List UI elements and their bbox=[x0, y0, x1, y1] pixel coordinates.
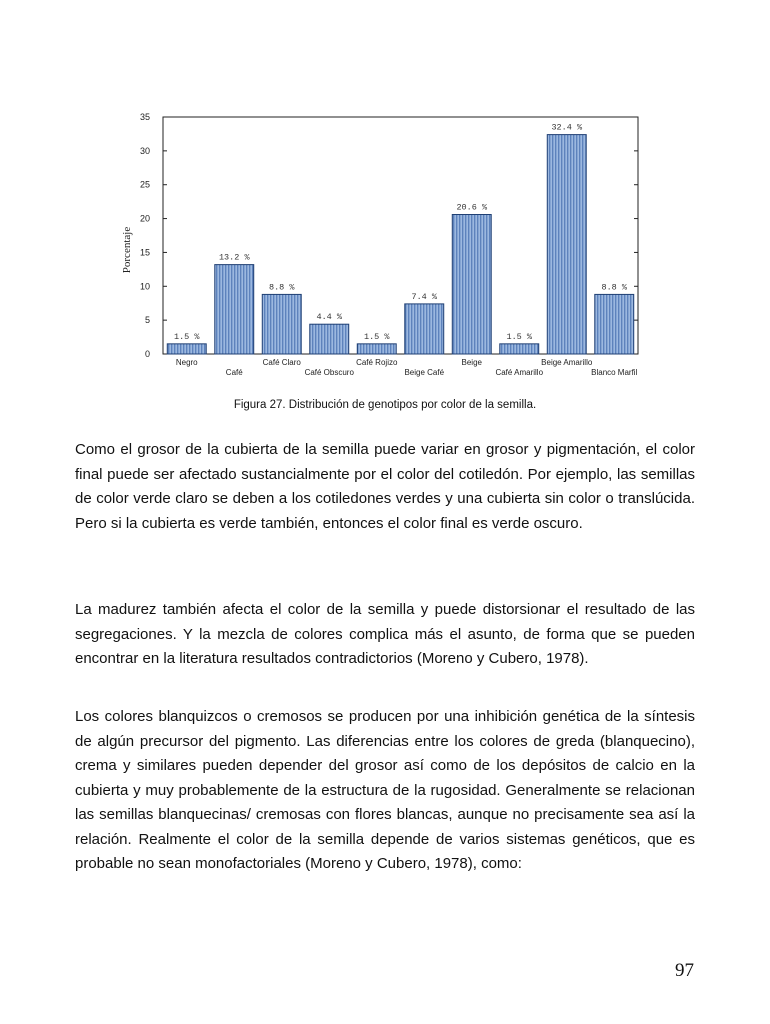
y-tick-label: 15 bbox=[139, 247, 150, 258]
bar bbox=[547, 135, 586, 354]
bars bbox=[167, 135, 633, 354]
bar bbox=[262, 294, 301, 354]
bar bbox=[215, 265, 254, 354]
y-tick-label: 20 bbox=[139, 213, 150, 224]
x-category-label: Negro bbox=[175, 358, 198, 367]
x-category-label: Café Obscuro bbox=[304, 368, 354, 377]
bar-value-label: 7.4 % bbox=[411, 291, 438, 302]
bar-value-label: 8.8 % bbox=[601, 282, 628, 293]
page-number: 97 bbox=[675, 960, 694, 981]
bar-value-label: 20.6 % bbox=[456, 202, 488, 213]
x-category-label: Beige bbox=[461, 358, 482, 367]
bar-value-label: 13.2 % bbox=[218, 252, 250, 263]
y-axis-title: Porcentaje bbox=[121, 226, 133, 274]
x-category-label: Blanco Marfil bbox=[591, 368, 638, 377]
y-tick-label: 5 bbox=[144, 315, 150, 326]
bar bbox=[405, 304, 444, 354]
bar bbox=[310, 324, 349, 354]
bar-chart bbox=[0, 0, 770, 400]
x-category-label: Café Rojizo bbox=[356, 358, 398, 367]
bar bbox=[595, 294, 634, 354]
y-tick-label: 35 bbox=[139, 112, 150, 122]
bar bbox=[357, 344, 396, 354]
paragraph-1: Como el grosor de la cubierta de la semilla puede variar en grosor y pigmentación, el color final puede ser afectado sustancialmente por el color del cotiledón. Por ejemplo, las semillas de color verde claro se deben a los cotiledones verdes y una cubierta sin color o translúcida. Pero si la cubierta es verde también, entonces el color final es verde oscuro. bbox=[75, 441, 695, 532]
x-category-label: Café bbox=[225, 368, 243, 377]
y-tick-label: 10 bbox=[139, 281, 150, 292]
bar-value-label: 1.5 % bbox=[173, 331, 200, 342]
bar-value-label: 4.4 % bbox=[316, 312, 343, 323]
paragraph-2: La madurez también afecta el color de la semilla y puede distorsionar el resultado de las segregaciones. Y la mezcla de colores complica más el asunto, de forma que se pueden encontrar en la literatura resultados contradictorios (Moreno y Cubero, 1978). bbox=[75, 601, 695, 667]
bar-value-label: 1.5 % bbox=[363, 331, 390, 342]
figure-caption: Figura 27. Distribución de genotipos por color de la semilla. bbox=[233, 399, 537, 411]
y-tick-label: 0 bbox=[144, 349, 150, 359]
bar bbox=[452, 215, 491, 354]
x-category-label: Café Claro bbox=[262, 358, 301, 367]
bar bbox=[500, 344, 539, 354]
bar-value-label: 1.5 % bbox=[506, 331, 533, 342]
bar-value-label: 8.8 % bbox=[268, 282, 295, 293]
bar bbox=[167, 344, 206, 354]
x-category-label: Beige Amarillo bbox=[541, 358, 593, 367]
y-tick-label: 30 bbox=[139, 145, 150, 156]
x-axis-categories bbox=[176, 358, 638, 377]
x-category-label: Café Amarillo bbox=[495, 368, 544, 377]
bar-value-label: 32.4 % bbox=[551, 122, 583, 133]
paragraph-3: Los colores blanquizcos o cremosos se producen por una inhibición genética de la síntesis de algún precursor del pigmento. Las diferencias entre los colores de greda (blanquecino), crema y similares pueden depender del grosor así como de los depósitos de calcio en la cubierta y muy probablemente de la estructura de la rugosidad. Generalmente se relacionan las semillas blanquecinas/ cremosas con flores blancas, aunque no precisamente sea así la relación. Realmente el color de la semilla depende de varios sistemas genéticos, que es probable no sean monofactoriales (Moreno y Cubero, 1978), como: bbox=[75, 708, 695, 872]
x-category-label: Beige Café bbox=[404, 368, 445, 377]
y-tick-label: 25 bbox=[139, 179, 150, 190]
